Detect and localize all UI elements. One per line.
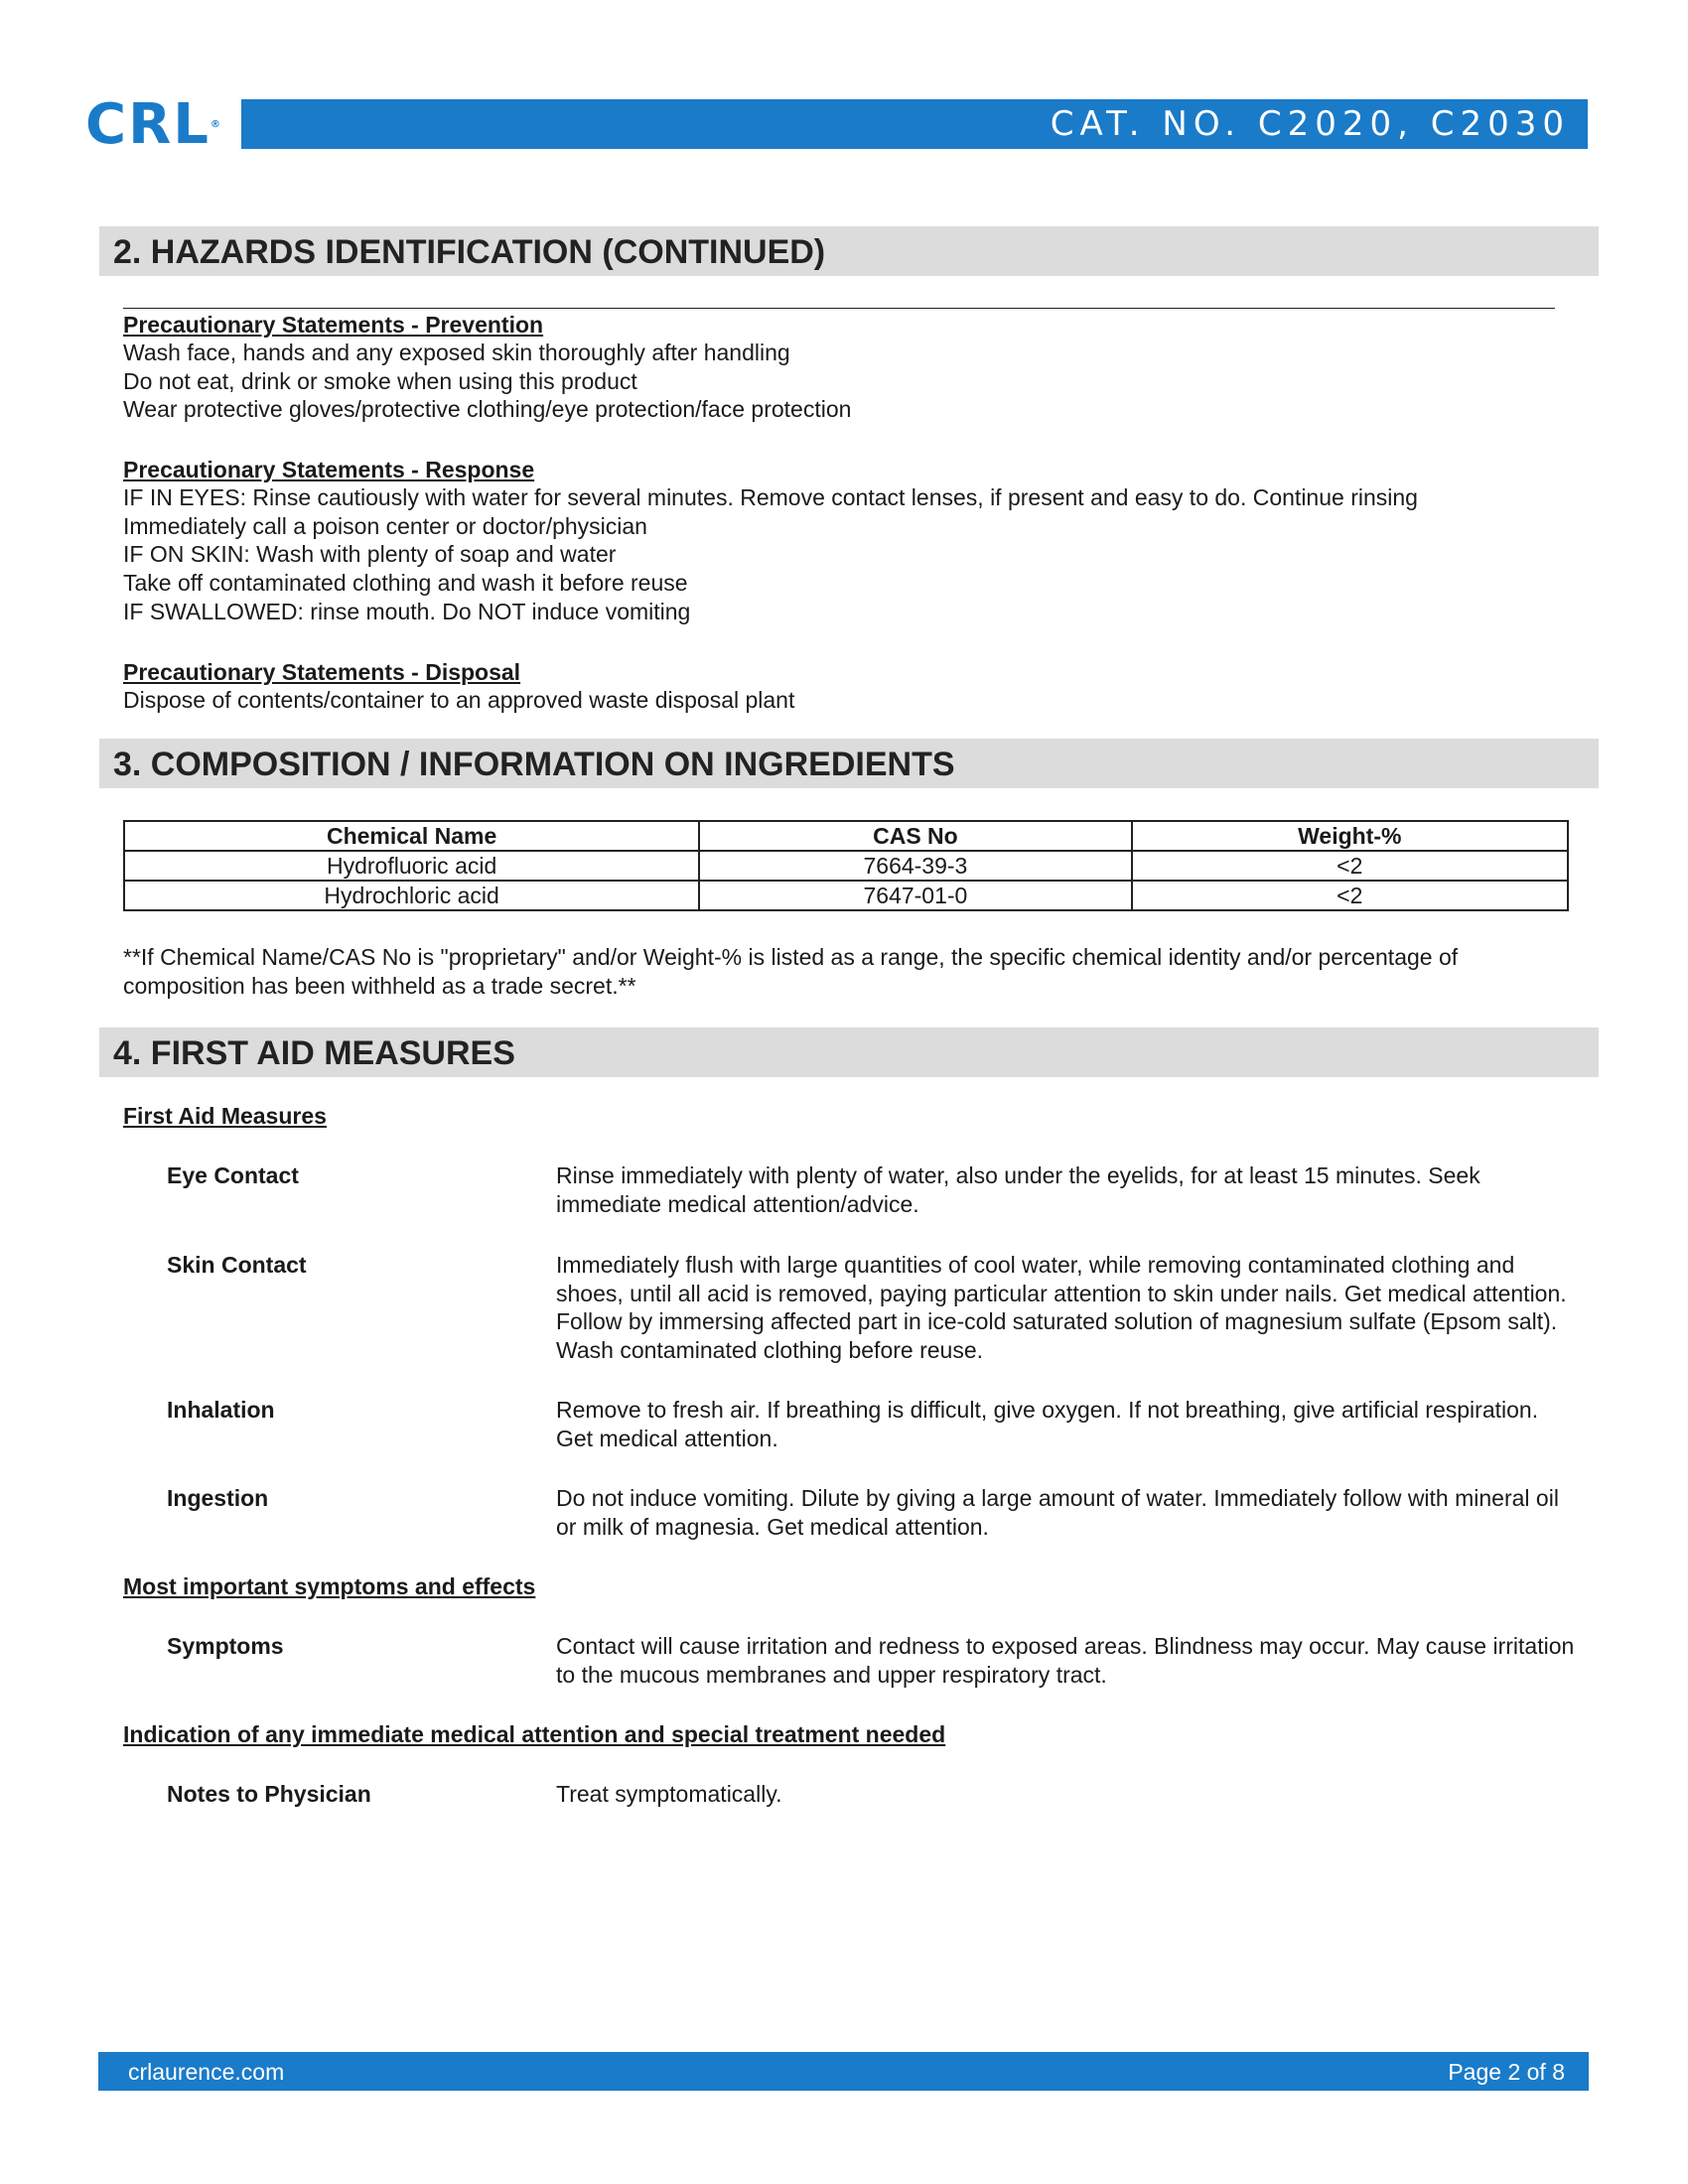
- skin-contact-label: Skin Contact: [167, 1252, 307, 1278]
- statement-line: IF SWALLOWED: rinse mouth. Do NOT induce vomiting: [123, 598, 691, 624]
- symptoms-text: Contact will cause irritation and redness to exposed areas. Blindness may occur. May cause irritation to the mucous membranes and upper respiratory tract.: [556, 1633, 1575, 1688]
- disposal-statements: [123, 686, 794, 715]
- logo-text: CRL: [85, 92, 211, 157]
- column-header: CAS No: [699, 821, 1131, 851]
- response-statements: [123, 483, 1418, 626]
- composition-table: [123, 820, 1569, 911]
- table-header-row: [124, 821, 1568, 851]
- skin-contact-text: Immediately flush with large quantities of cool water, while removing contaminated clothing and shoes, until all acid is removed, paying particular attention to skin under nails. Get medical attention. Follow by immersing affected part in ice-cold saturated solution of magnesium sulfate (Epsom salt). Wash contaminated clothing before reuse.: [556, 1252, 1567, 1364]
- section-2-header: [99, 226, 1599, 276]
- divider: [123, 308, 1555, 309]
- statement-line: IF IN EYES: Rinse cautiously with water for several minutes. Remove contact lenses, if present and easy to do. Continue rinsing: [123, 484, 1418, 510]
- ingestion-text: Do not induce vomiting. Dilute by giving a large amount of water. Immediately follow with mineral oil or milk of magnesia. Get medical attention.: [556, 1485, 1559, 1540]
- statement-line: Wear protective gloves/protective clothing/eye protection/face protection: [123, 396, 852, 423]
- response-heading: Precautionary Statements - Response: [123, 457, 535, 482]
- notes-to-physician-text: Treat symptomatically.: [556, 1781, 782, 1807]
- inhalation-label: Inhalation: [167, 1397, 275, 1423]
- table-cell: Hydrochloric acid: [124, 881, 699, 910]
- catalog-number: CAT. NO. C2020, C2030: [1050, 104, 1570, 144]
- section-2-title: 2. HAZARDS IDENTIFICATION (CONTINUED): [113, 233, 826, 271]
- crl-logo: [85, 92, 220, 157]
- ingestion-label: Ingestion: [167, 1485, 269, 1511]
- statement-line: Do not eat, drink or smoke when using this product: [123, 367, 637, 394]
- table-cell: <2: [1132, 881, 1568, 910]
- statement-line: Take off contaminated clothing and wash it before reuse: [123, 570, 688, 597]
- section-3-title: 3. COMPOSITION / INFORMATION ON INGREDIENTS: [113, 746, 955, 783]
- statement-line: Dispose of contents/container to an approved waste disposal plant: [123, 687, 795, 713]
- table-row: [124, 851, 1568, 881]
- notes-to-physician-label: Notes to Physician: [167, 1781, 371, 1807]
- table-cell: 7664-39-3: [699, 851, 1131, 881]
- prevention-heading: Precautionary Statements - Prevention: [123, 312, 544, 338]
- eye-contact-label: Eye Contact: [167, 1162, 299, 1188]
- statement-line: Immediately call a poison center or doctor/physician: [123, 512, 647, 539]
- indication-heading: Indication of any immediate medical attention and special treatment needed: [123, 1721, 946, 1747]
- section-4-title: 4. FIRST AID MEASURES: [113, 1034, 515, 1072]
- prevention-statements: [123, 339, 851, 424]
- section-3-header: [99, 739, 1599, 788]
- statement-line: Wash face, hands and any exposed skin thoroughly after handling: [123, 340, 790, 365]
- eye-contact-text: Rinse immediately with plenty of water, also under the eyelids, for at least 15 minutes. Seek immediate medical attention/advice.: [556, 1162, 1480, 1217]
- page-number: Page 2 of 8: [1448, 2059, 1565, 2085]
- website-link[interactable]: crlaurence.com: [128, 2059, 285, 2085]
- table-cell: 7647-01-0: [699, 881, 1131, 910]
- footer-bar: [98, 2052, 1589, 2091]
- symptoms-heading: Most important symptoms and effects: [123, 1573, 536, 1599]
- statement-line: IF ON SKIN: Wash with plenty of soap and water: [123, 541, 617, 568]
- table-cell: Hydrofluoric acid: [124, 851, 699, 881]
- column-header: Chemical Name: [124, 821, 699, 851]
- trade-secret-note: **If Chemical Name/CAS No is "proprietary" and/or Weight-% is listed as a range, the specific chemical identity and/or percentage of composition has been withheld as a trade secret.**: [123, 944, 1459, 999]
- inhalation-text: Remove to fresh air. If breathing is difficult, give oxygen. If not breathing, give artificial respiration. Get medical attention.: [556, 1397, 1539, 1451]
- table-cell: <2: [1132, 851, 1568, 881]
- column-header: Weight-%: [1132, 821, 1568, 851]
- header-bar: [241, 99, 1588, 149]
- symptoms-label: Symptoms: [167, 1633, 284, 1659]
- first-aid-heading: First Aid Measures: [123, 1103, 327, 1129]
- disposal-heading: Precautionary Statements - Disposal: [123, 659, 521, 685]
- logo-registered-mark: ®: [210, 119, 220, 130]
- table-row: [124, 881, 1568, 910]
- section-4-header: [99, 1027, 1599, 1077]
